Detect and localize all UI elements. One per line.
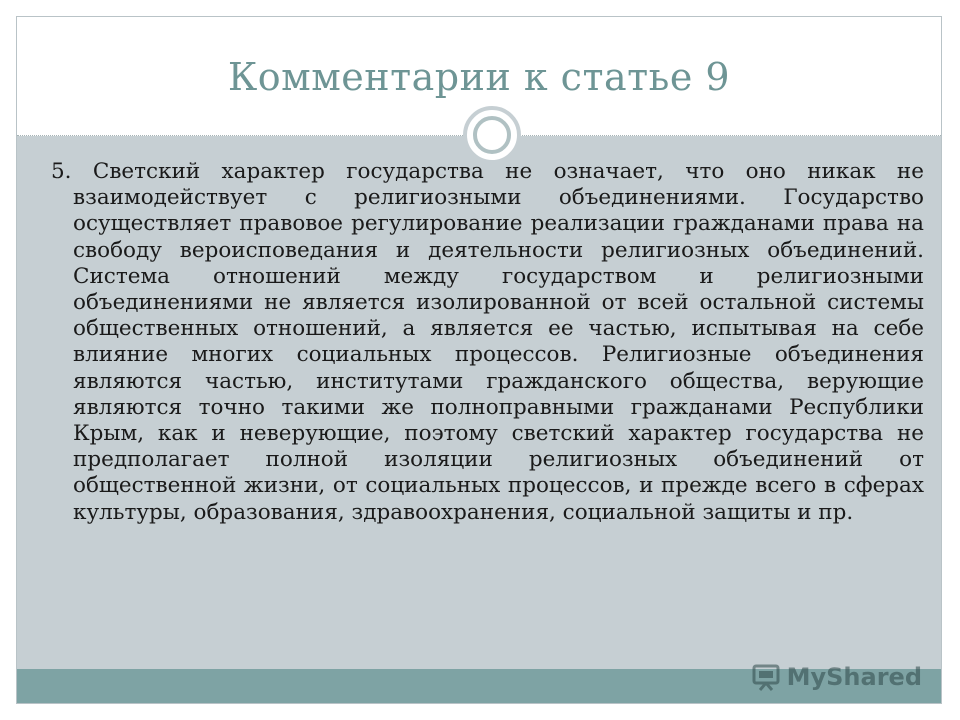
ring-ornament-icon: [463, 106, 521, 164]
slide-body-text: 5. Светский характер государства не означает, что оно никак не взаимодействует с религиозными объединениями. Государство осуществляет правовое регулирование реализации гражданами права на свободу вероисповедания и деятельности религиозных объединений. Система отношений между государством и религиозными объединениями не является изолированной от всей остальной системы общественных отношений, а является ее частью, испытывая на себе влияние многих социальных процессов. Религиозные объединения являются частью, институтами гражданского общества, верующие являются точно такими же полноправными гражданами Республики Крым, как и неверующие, поэтому светский характер государства не предполагает полной изоляции религиозных объединений от общественной жизни, от социальных процессов, и прежде всего в сферах культуры, образования, здравоохранения, социальной защиты и пр.: [51, 159, 924, 525]
watermark: [751, 662, 922, 692]
slide-title: Комментарии к статье 9: [227, 55, 731, 99]
presentation-board-icon: [751, 662, 781, 692]
watermark-text: MyShared: [786, 663, 922, 691]
ring-inner: [473, 116, 511, 154]
